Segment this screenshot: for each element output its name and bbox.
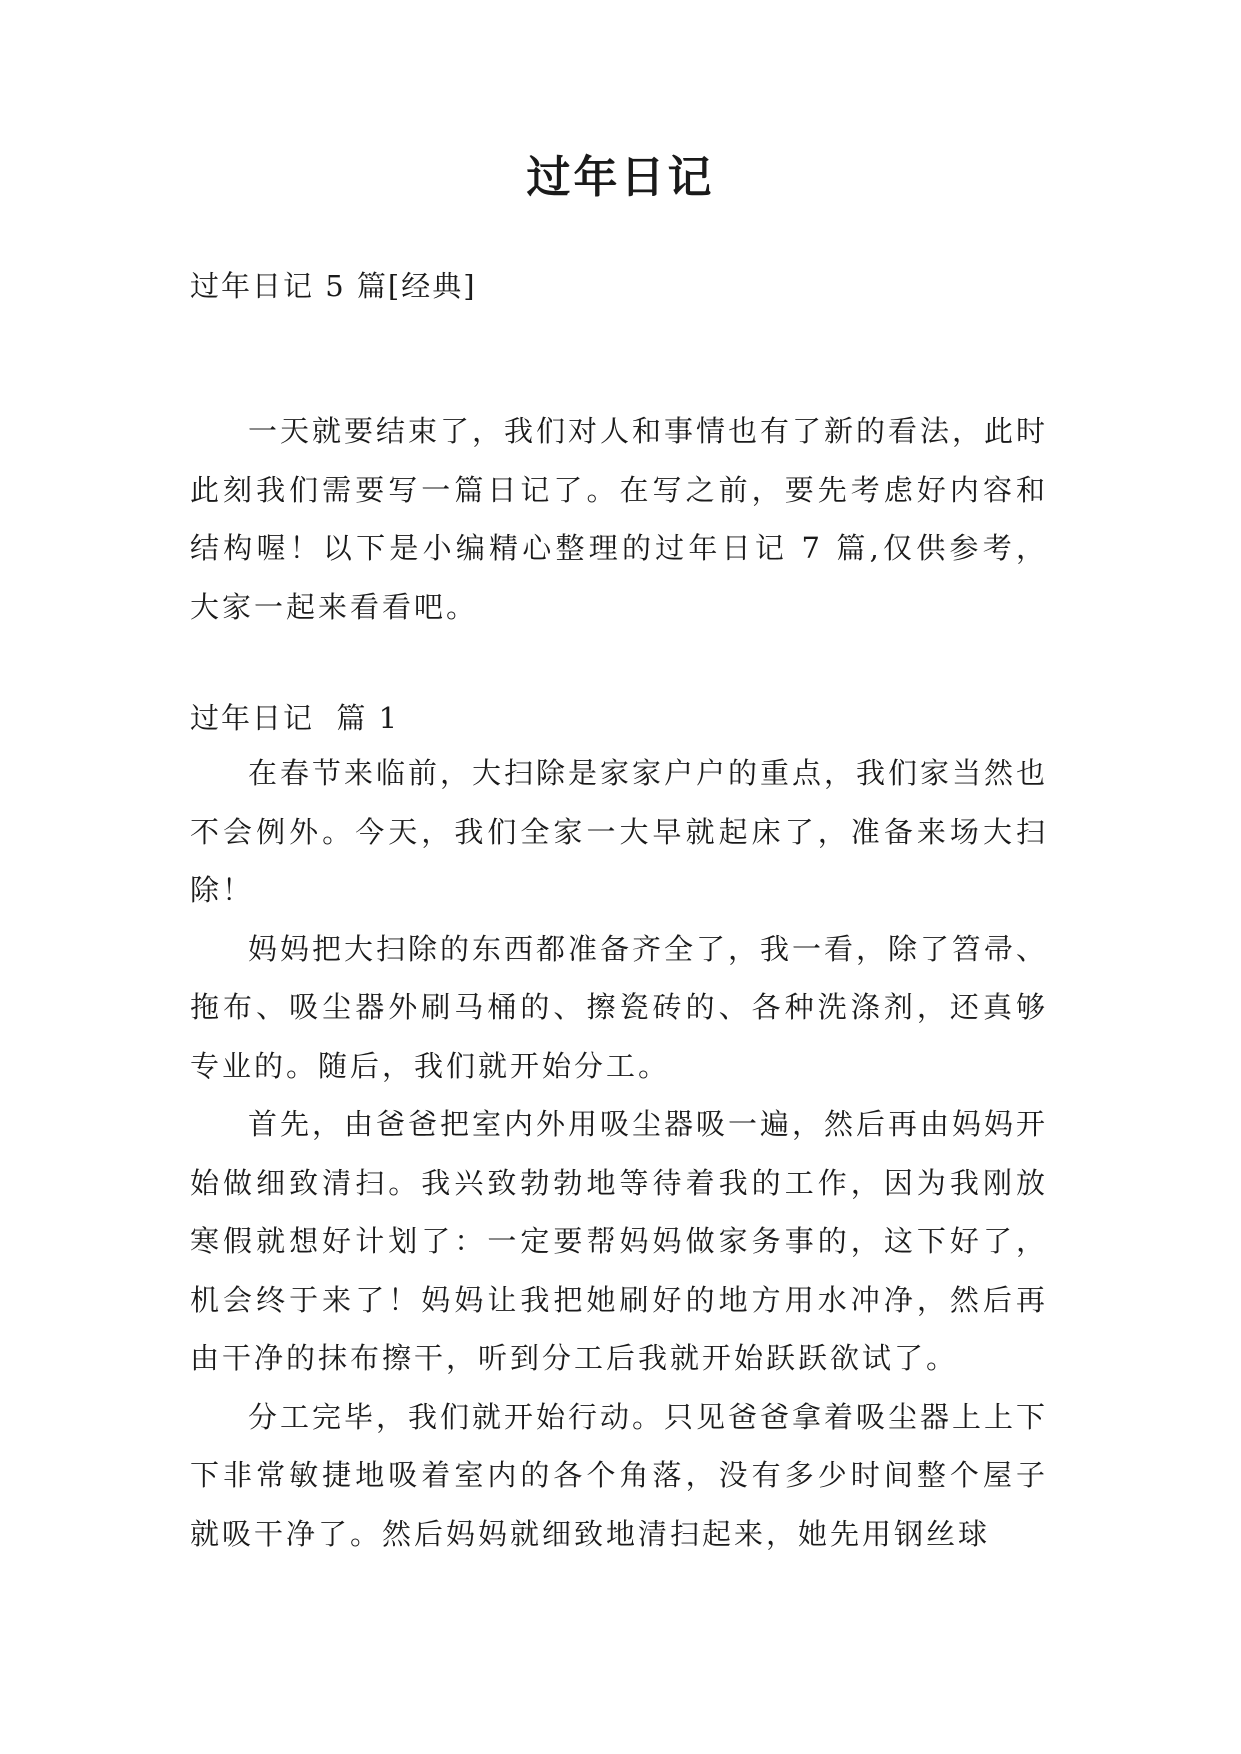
body-paragraph: 分工完毕，我们就开始行动。只见爸爸拿着吸尘器上上下下非常敏捷地吸着室内的各个角落，没有多少时间整个屋子就吸干净了。然后妈妈就细致地清扫起来，她先用钢丝球: [190, 1399, 1049, 1551]
body-paragraph: 首先，由爸爸把室内外用吸尘器吸一遍，然后再由妈妈开始做细致清扫。我兴致勃勃地等待着我的工作，因为我刚放寒假就想好计划了：一定要帮妈妈做家务事的，这下好了，机会终于来了！妈妈让我把她刷好的地方用水冲净，然后再由干净的抹布擦干，听到分工后我就开始跃跃欲试了。: [190, 1107, 1049, 1375]
section-heading: 过年日记 篇 1: [190, 701, 400, 735]
body-paragraph: 在春节来临前，大扫除是家家户户的重点，我们家当然也不会例外。今天，我们全家一大早就起床了，准备来场大扫除！: [190, 756, 1049, 907]
document-title: 过年日记: [526, 152, 715, 203]
document-subtitle: 过年日记 5 篇[经典]: [190, 269, 477, 303]
body-paragraph: 妈妈把大扫除的东西都准备齐全了，我一看，除了笤帚、拖布、吸尘器外刷马桶的、擦瓷砖的、各种洗涤剂，还真够专业的。随后，我们就开始分工。: [190, 931, 1049, 1083]
intro-block: [190, 402, 1048, 636]
section-body: [190, 744, 1048, 1563]
intro-paragraph: 一天就要结束了，我们对人和事情也有了新的看法，此时此刻我们需要写一篇日记了。在写之前，要先考虑好内容和结构喔！以下是小编精心整理的过年日记 7 篇,仅供参考，大家一起来看看吧。: [190, 414, 1049, 624]
